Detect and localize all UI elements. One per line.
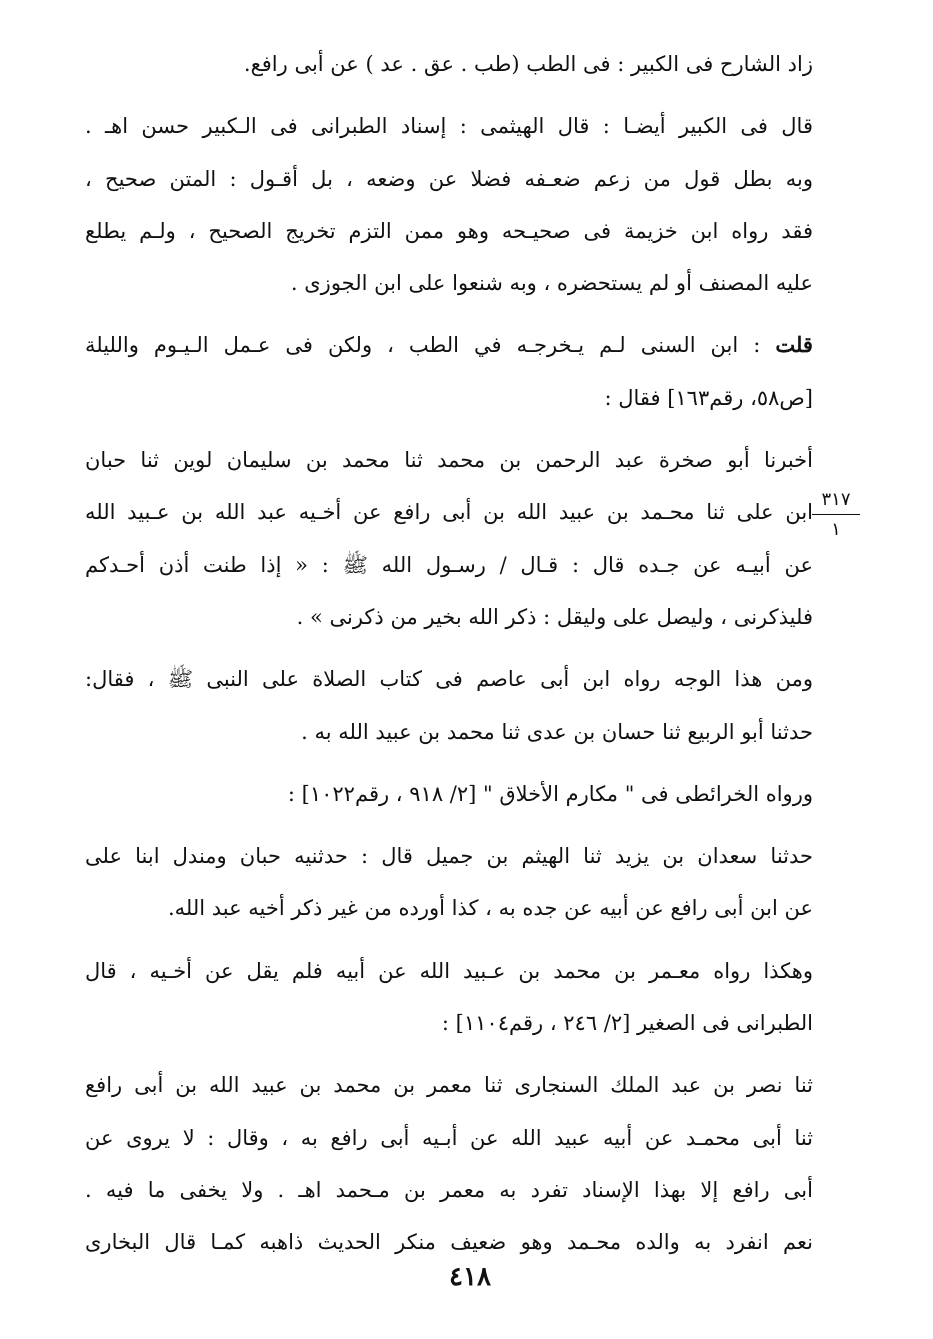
text-line-rest: : ابن السنى لـم يـخرجـه في الطب ، ولكن فى عـمل الـيـوم والليلة — [85, 333, 761, 358]
paragraph-4 — [85, 434, 813, 643]
text-line: الطبرانى فى الصغير [٢/ ٢٤٦ ، رقم١١٠٤] : — [441, 1011, 813, 1036]
text-line: قال فى الكبير أيضـا : قال الهيثمى : إسناد الطبرانى فى الـكبير حسن اهـ . — [85, 114, 813, 139]
margin-reference — [806, 488, 866, 543]
text-line: ابن على ثنا محـمد بن عبيد الله بن أبى رافع عن أخـيه عبد الله بن عـبيد الله — [85, 500, 813, 525]
text-line: ثنا نصر بن عبد الملك السنجارى ثنا معمر بن محمد بن عبيد الله بن أبى رافع — [85, 1073, 813, 1098]
paragraph-8 — [85, 945, 813, 1050]
margin-ref-top: ٣١٧ — [821, 489, 851, 510]
paragraph-3 — [85, 319, 813, 424]
text-line: عن أبيـه عن جـده قال : قـال / رسـول الله ﷺ : « إذا طنت أذن أحـدكم — [85, 552, 813, 577]
text-line: فليذكرنى ، وليصل على وليقل : ذكر الله بخير من ذكرنى » . — [296, 604, 813, 629]
text-line: [ص٥٨، رقم١٦٣] فقال : — [604, 385, 813, 410]
page-body — [85, 38, 813, 1279]
text-line: أخبرنا أبو صخرة عبد الرحمن بن محمد ثنا محمد بن سليمان لوين ثنا حبان — [85, 448, 813, 473]
paragraph-6 — [85, 768, 813, 820]
margin-ref-divider — [812, 514, 860, 515]
text-line: عليه المصنف أو لم يستحضره ، وبه شنعوا على ابن الجوزى . — [290, 271, 813, 296]
text-line: نعم انفرد به والده محـمد وهو ضعيف منكر الحديث ذاهبه كمـا قال البخارى — [85, 1230, 813, 1255]
text-line: ورواه الخرائطى فى " مكارم الأخلاق " [٢/ ٩١٨ ، رقم١٠٢٢] : — [287, 781, 813, 806]
text-line-with-lead — [85, 319, 813, 371]
paragraph-5 — [85, 653, 813, 758]
text-line: وهكذا رواه معـمر بن محمد بن عـبيد الله عن أبيه فلم يقل عن أخـيه ، قال — [85, 958, 813, 983]
paragraph-2 — [85, 100, 813, 309]
text-line: أبى رافع إلا بهذا الإسناد تفرد به معمر بن مـحمد اهـ . ولا يخفى ما فيه . — [85, 1177, 813, 1202]
paragraph-9 — [85, 1059, 813, 1268]
text-line: حدثنا أبو الربيع ثنا حسان بن عدى ثنا محمد بن عبيد الله به . — [301, 719, 813, 744]
paragraph-1 — [85, 38, 813, 90]
paragraph-7 — [85, 830, 813, 935]
page-number: ٤١٨ — [449, 1262, 491, 1292]
text-line: زاد الشارح فى الكبير : فى الطب (طب . عق . عد ) عن أبى رافع. — [243, 52, 813, 76]
text-line: ثنا أبى محمـد عن أبيه عبيد الله عن أبـيه أبى رافع به ، وقال : لا يروى عن — [85, 1125, 813, 1150]
bold-lead-word: قلت — [775, 332, 813, 358]
text-line: ومن هذا الوجه رواه ابن أبى عاصم فى كتاب الصلاة على النبى ﷺ ، فقال: — [85, 667, 813, 692]
text-line: وبه بطل قول من زعم ضعـفه فضلا عن وضعه ، بل أقـول : المتن صحيح ، — [85, 166, 813, 191]
margin-ref-bottom: ١ — [831, 519, 841, 540]
text-line: فقد رواه ابن خزيمة فى صحيـحه وهو ممن التزم تخريج الصحيح ، ولـم يطلع — [85, 218, 813, 243]
text-line: عن ابن أبى رافع عن أبيه عن جده به ، كذا أورده من غير ذكر أخيه عبد الله. — [167, 896, 813, 921]
text-line: حدثنا سعدان بن يزيد ثنا الهيثم بن جميل قال : حدثنيه حبان ومندل ابنا على — [85, 844, 813, 869]
